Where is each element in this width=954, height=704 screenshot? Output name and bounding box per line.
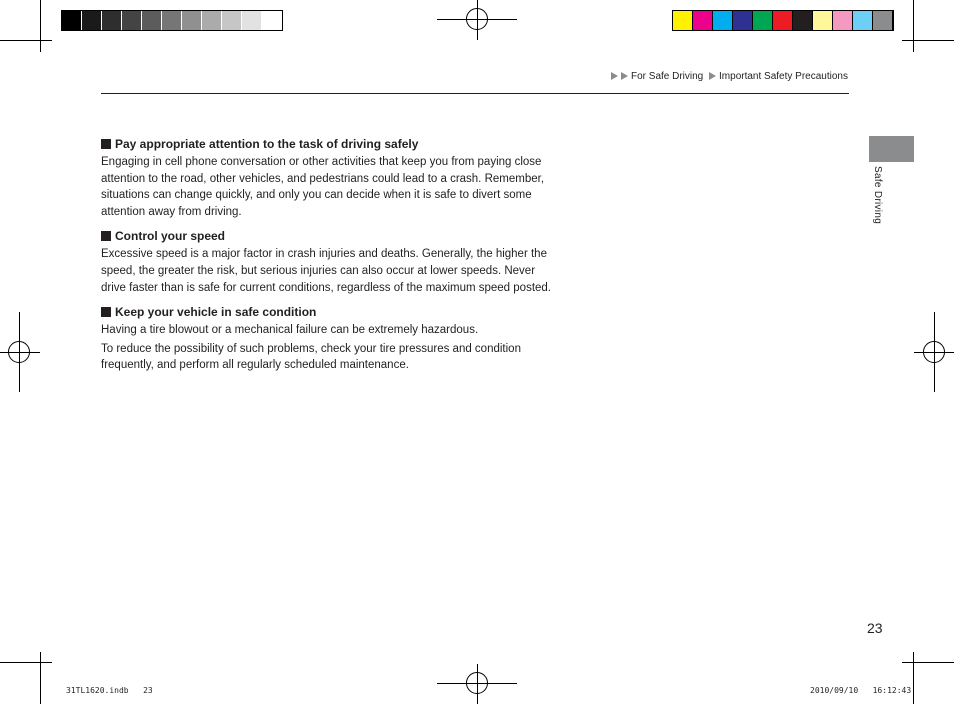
color-swatch [853, 11, 873, 30]
section-heading [101, 136, 561, 152]
crop-mark [902, 662, 954, 663]
section-heading-text: Keep your vehicle in safe condition [115, 305, 317, 320]
color-swatch [873, 11, 893, 30]
color-swatch [122, 11, 142, 30]
section-tab-label: Safe Driving [872, 166, 883, 225]
body-paragraph: To reduce the possibility of such problems, check your tire pressures and condition frequently, and perform all regularly scheduled maintenance. [101, 342, 521, 372]
breadcrumb-item-important-safety-precautions[interactable]: Important Safety Precautions [719, 71, 848, 82]
color-swatch [713, 11, 733, 30]
main-content [101, 136, 561, 382]
double-triangle-icon [611, 71, 631, 82]
triangle-icon [709, 72, 716, 80]
breadcrumb [611, 71, 848, 82]
color-swatch [793, 11, 813, 30]
header-rule [101, 93, 849, 94]
registration-circle-icon [923, 341, 945, 363]
color-swatch [222, 11, 242, 30]
section-heading [101, 228, 561, 244]
color-swatch [202, 11, 222, 30]
process-color-bar [672, 10, 894, 31]
crop-mark [913, 652, 914, 704]
color-swatch [162, 11, 182, 30]
color-swatch [753, 11, 773, 30]
crop-mark [913, 0, 914, 52]
crop-mark [40, 0, 41, 52]
crop-mark [40, 652, 41, 704]
crop-mark [0, 40, 52, 41]
breadcrumb-item-for-safe-driving[interactable]: For Safe Driving [631, 71, 704, 82]
color-swatch [833, 11, 853, 30]
color-swatch [142, 11, 162, 30]
section-vehicle-condition [101, 304, 561, 374]
color-swatch [673, 11, 693, 30]
crop-mark [902, 40, 954, 41]
body-paragraph: Engaging in cell phone conversation or other activities that keep you from paying close attention to the road, other vehicles, and pedestrians could lead to a crash. Remember, situations can change quickly, and only you can decide when it is safe to divert some attention away from driving. [101, 156, 545, 218]
square-bullet-icon [101, 139, 111, 149]
registration-circle-icon [466, 8, 488, 30]
grayscale-color-bar [61, 10, 283, 31]
crop-mark [0, 662, 52, 663]
registration-circle-icon [466, 672, 488, 694]
date-slug: 2010/09/10 16:12:43 [810, 686, 912, 695]
color-swatch [62, 11, 82, 30]
color-swatch [242, 11, 262, 30]
section-tab [869, 136, 914, 162]
color-swatch [773, 11, 793, 30]
color-swatch [82, 11, 102, 30]
section-heading-text: Pay appropriate attention to the task of driving safely [115, 137, 419, 151]
color-swatch [693, 11, 713, 30]
color-swatch [813, 11, 833, 30]
page-number: 23 [867, 620, 883, 636]
body-paragraph: Having a tire blowout or a mechanical failure can be extremely hazardous. [101, 324, 479, 337]
body-paragraph: Excessive speed is a major factor in crash injuries and deaths. Generally, the higher the speed, the greater the risk, but serious injuries can also occur at lower speeds. Never drive faster than is safe for current conditions, regardless of the maximum speed posted. [101, 248, 551, 294]
registration-circle-icon [8, 341, 30, 363]
section-attention [101, 136, 561, 220]
color-swatch [733, 11, 753, 30]
square-bullet-icon [101, 307, 111, 317]
color-swatch [102, 11, 122, 30]
section-heading-text: Control your speed [115, 229, 226, 244]
color-swatch [262, 11, 282, 30]
file-slug: 31TL1620.indb 23 [66, 686, 153, 695]
color-swatch [182, 11, 202, 30]
square-bullet-icon [101, 231, 111, 241]
section-heading [101, 304, 561, 320]
section-speed [101, 228, 561, 296]
